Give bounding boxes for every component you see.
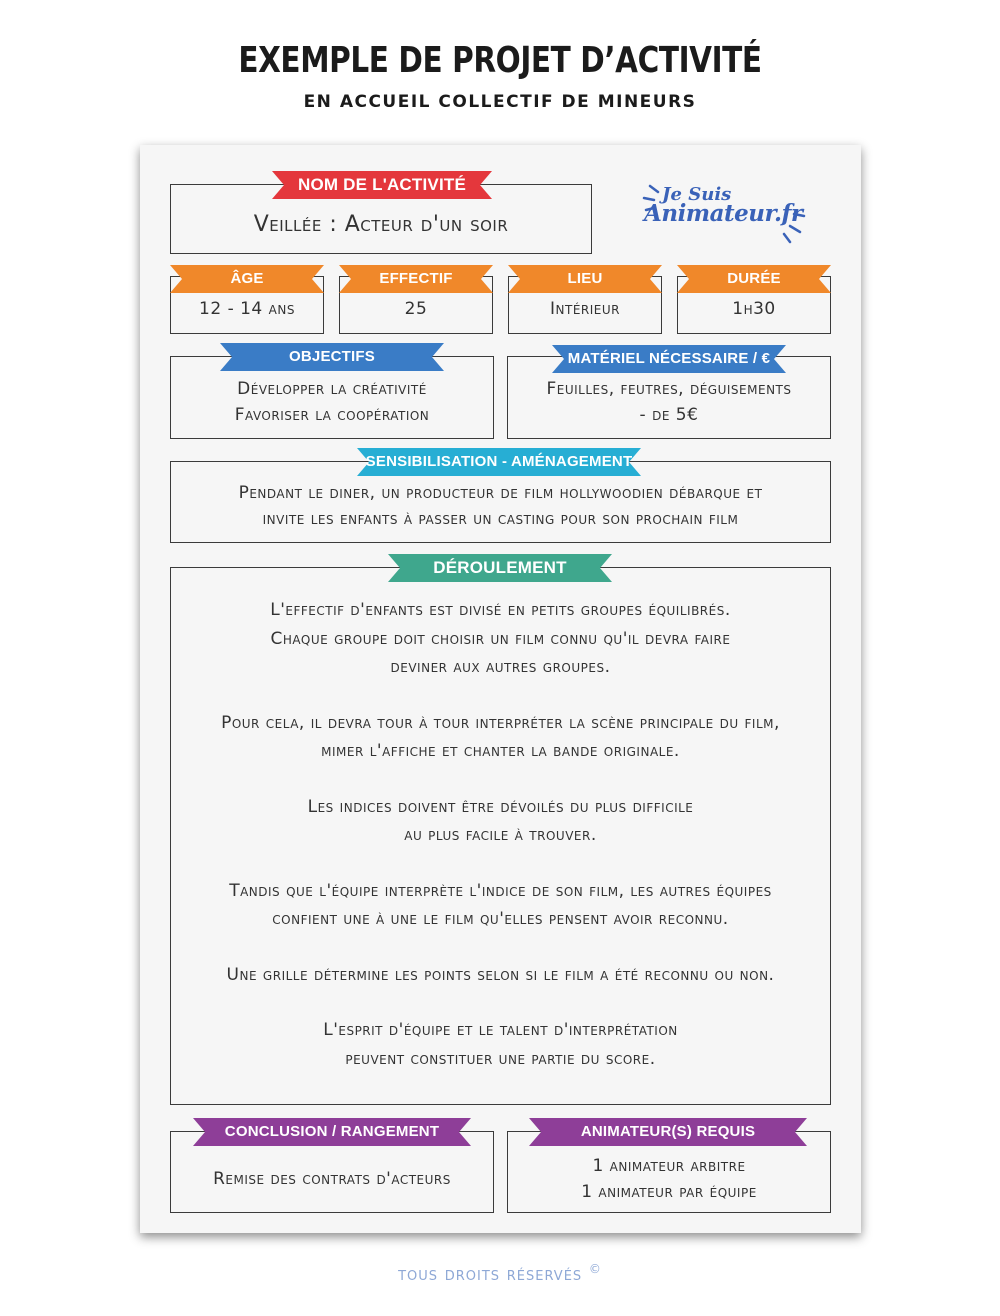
- copyright-text: tous droits réservés: [398, 1264, 583, 1285]
- age-label: ÂGE: [230, 270, 264, 287]
- deroulement-line: [171, 766, 830, 793]
- deroulement-line: [171, 682, 830, 709]
- deroulement-line: [171, 934, 830, 961]
- deroulement-line: deviner aux autres groupes.: [390, 657, 611, 677]
- deroulement-line: confient une à une le film qu'elles pensent avoir reconnu.: [272, 909, 729, 929]
- effectif-value: 25: [404, 299, 428, 319]
- nom-value: Veillée : Acteur d'un soir: [253, 212, 509, 237]
- animateurs-ribbon: [529, 1118, 807, 1146]
- effectif-ribbon: [339, 265, 493, 293]
- deroulement-label: DÉROULEMENT: [433, 558, 567, 577]
- logo-text-top: Je Suis: [662, 184, 732, 205]
- objectifs-label: OBJECTIFS: [289, 348, 375, 365]
- materiel-label: MATÉRIEL NÉCESSAIRE / €: [567, 350, 771, 367]
- deroulement-line: au plus facile à trouver.: [404, 825, 597, 845]
- copyright-footer: [0, 1262, 1000, 1285]
- site-logo: [640, 178, 810, 248]
- animateurs-line-2: 1 animateur par équipe: [581, 1182, 757, 1202]
- deroulement-line: [171, 989, 830, 1016]
- page-subtitle: EN ACCUEIL COLLECTIF DE MINEURS: [303, 92, 697, 112]
- animateurs-label: ANIMATEUR(S) REQUIS: [580, 1123, 756, 1140]
- sensibilisation-ribbon: [357, 448, 641, 476]
- nom-label: NOM DE L'ACTIVITÉ: [298, 175, 466, 194]
- deroulement-line: Chaque groupe doit choisir un film connu qu'il devra faire: [270, 628, 731, 649]
- age-ribbon: [170, 265, 324, 293]
- conclusion-ribbon: [193, 1118, 471, 1146]
- materiel-ribbon: [552, 345, 786, 373]
- effectif-label: EFFECTIF: [379, 270, 453, 287]
- deroulement-line: L'effectif d'enfants est divisé en petits groupes équilibrés.: [270, 600, 731, 620]
- conclusion-value: Remise des contrats d'acteurs: [213, 1169, 451, 1189]
- objectifs-line-1: Développer la créativité: [237, 379, 427, 399]
- age-value: 12 - 14 ans: [199, 299, 295, 319]
- conclusion-label: CONCLUSION / RANGEMENT: [224, 1123, 440, 1140]
- copyright-icon: ©: [588, 1262, 602, 1276]
- sensibilisation-line-2: invite les enfants à passer un casting pour son prochain film: [262, 509, 739, 529]
- deroulement-line: Une grille détermine les points selon si le film a été reconnu ou non.: [226, 964, 775, 985]
- deroulement-line: mimer l'affiche et chanter la bande originale.: [321, 741, 680, 761]
- deroulement-line: L'esprit d'équipe et le talent d'interprétation: [323, 1020, 678, 1040]
- duree-label: DURÉE: [727, 270, 781, 287]
- deroulement-line: Les indices doivent être dévoilés du plus difficile: [307, 796, 694, 817]
- sensibilisation-label: SENSIBILISATION - AMÉNAGEMENT: [365, 453, 633, 470]
- lieu-ribbon: [508, 265, 662, 293]
- objectifs-ribbon: [220, 343, 444, 371]
- duree-value: 1h30: [732, 299, 776, 319]
- logo-text-bottom: Animateur.fr: [644, 200, 803, 227]
- page-title: EXEMPLE DE PROJET D’ACTIVITÉ: [238, 40, 762, 81]
- materiel-line-1: Feuilles, feutres, déguisements: [546, 379, 792, 399]
- deroulement-lines: [171, 596, 830, 1073]
- nom-ribbon: [272, 171, 492, 199]
- objectifs-line-2: Favoriser la coopération: [234, 405, 430, 425]
- deroulement-line: Pour cela, il devra tour à tour interpréter la scène principale du film,: [221, 712, 780, 733]
- deroulement-line: [171, 850, 830, 877]
- lieu-label: LIEU: [567, 270, 603, 287]
- deroulement-box: [170, 567, 831, 1105]
- deroulement-line: peuvent constituer une partie du score.: [345, 1048, 656, 1069]
- lieu-value: Intérieur: [550, 299, 620, 319]
- deroulement-ribbon: [388, 554, 612, 582]
- animateurs-line-1: 1 animateur arbitre: [592, 1156, 746, 1176]
- materiel-line-2: - de 5€: [639, 405, 699, 425]
- sensibilisation-line-1: Pendant le diner, un producteur de film hollywoodien débarque et: [238, 483, 763, 503]
- deroulement-line: Tandis que l'équipe interprète l'indice de son film, les autres équipes: [229, 880, 772, 901]
- duree-ribbon: [677, 265, 831, 293]
